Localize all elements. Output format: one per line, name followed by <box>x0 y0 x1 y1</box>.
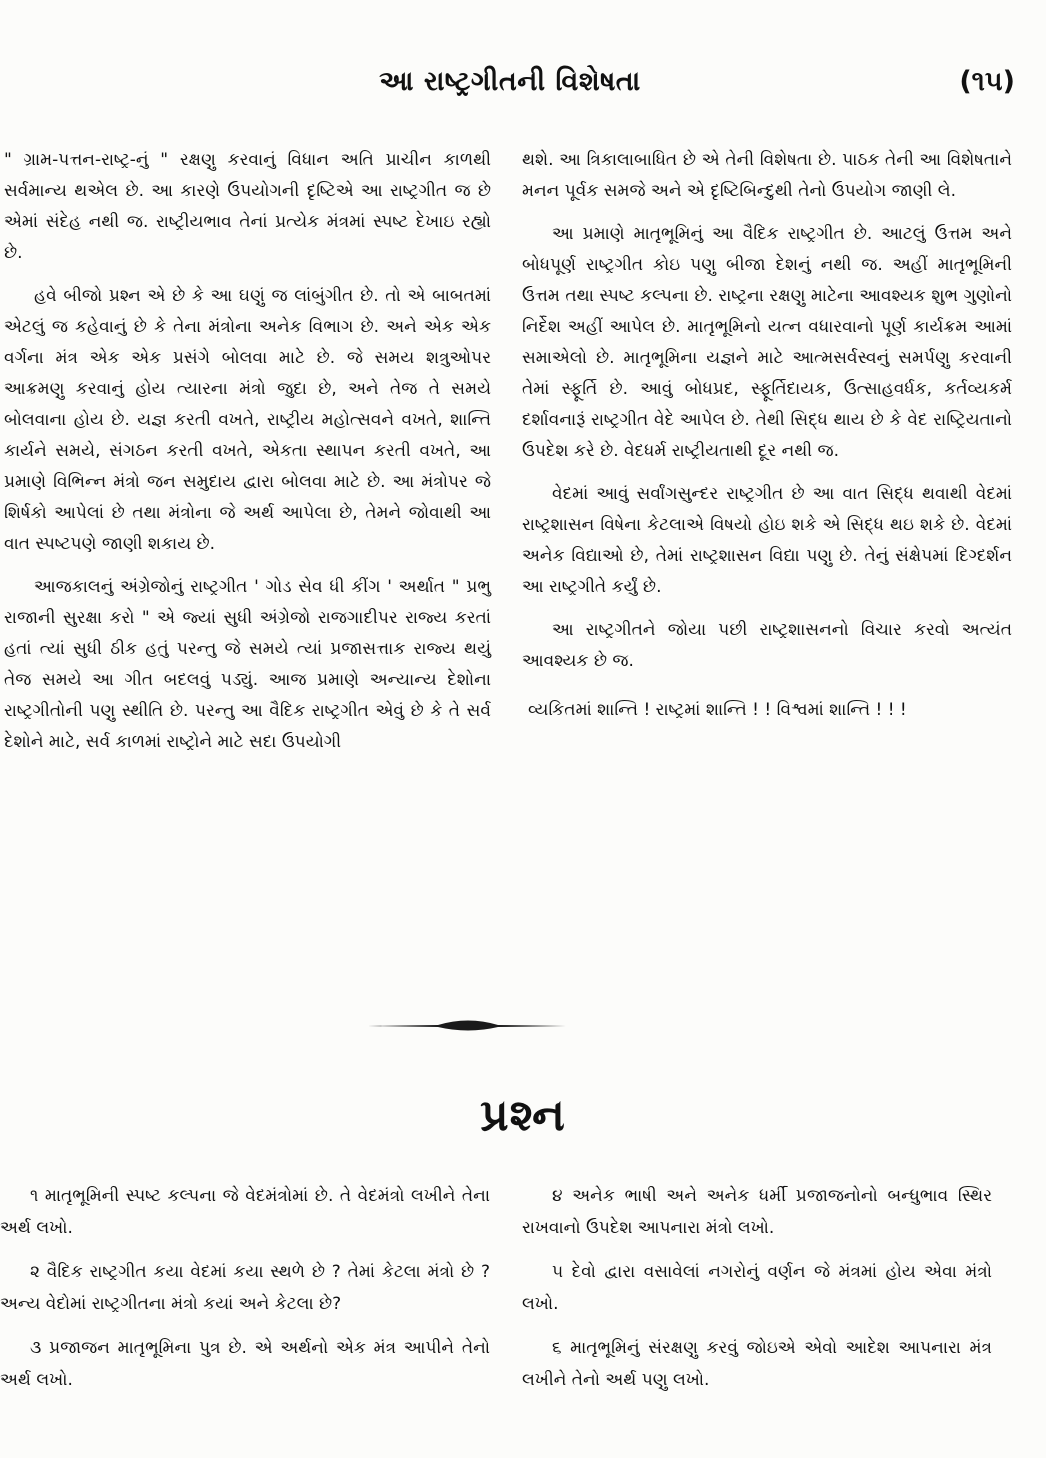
question-item: ૪ અનેક ભાષી અને અનેક ધર્મી પ્રજાજનોનો બન્ધુભાવ સ્થિર રાખવાનો ઉપદેશ આપનારા મંત્રો લખો. <box>522 1186 992 1238</box>
body-column-right <box>522 145 1012 738</box>
paragraph: હવે બીજો પ્રશ્ન એ છે કે આ ઘણું જ લાંબુંગીત છે. તો એ બાબતમાં એટલું જ કહેવાનું છે કે તેના મંત્રોના અનેક વિભાગ છે. અને એક એક વર્ગના મંત્ર એક એક પ્રસંગે બોલવા માટે છે. જે સમય શત્રુઓપર આક્રમણુ કરવાનું હોય ત્યારના મંત્રો જુદા છે, અને તેજ તે સમયે બોલવાના હોય છે. યજ્ઞ કરતી વખતે, રાષ્ટ્રીય મહોત્સવને વખતે, શાન્તિ કાર્યને સમયે, સંગઠન કરતી વખતે, એકતા સ્થાપન કરતી વખતે, આ પ્રમાણે વિભિન્ન મંત્રો જન સમુદાય દ્વારા બોલવા માટે છે. આ મંત્રોપર જે શિર્ષકો આપેલાં છે તથા મંત્રોના જે અર્થ આપેલા છે, તેમને જોવાથી આ વાત સ્પષ્ટપણે જાણી શકાય છે. <box>4 286 491 554</box>
paragraph: " ગ્રામ-પત્તન-રાષ્ટ્ર-નું " રક્ષણુ કરવાનું વિધાન અતિ પ્રાચીન કાળથી સર્વમાન્ય થએલ છે. આ કારણે ઉપયોગની દૃષ્ટિએ આ રાષ્ટ્રગીત જ છે એમાં સંદેહ નથી જ. રાષ્ટ્રીયભાવ તેનાં પ્રત્યેક મંત્રમાં સ્પષ્ટ દેખાઇ રહ્યો છે. <box>4 150 491 263</box>
paragraph: આ રાષ્ટ્રગીતને જોયા પછી રાષ્ટ્રશાસનનો વિચાર કરવો અત્યંત આવશ્યક છે જ. <box>522 620 1012 671</box>
question-item: ૬ માતૃભૂમિનું સંરક્ષણુ કરવું જોઇએ એવો આદેશ આપનારા મંત્ર લખીને તેનો અર્થ પણુ લખો. <box>522 1338 992 1390</box>
questions-column-right <box>522 1180 992 1408</box>
question-item: ૫ દેવો દ્વારા વસાવેલાં નગરોનું વર્ણન જે મંત્રમાં હોય એવા મંત્રો લખો. <box>522 1262 992 1314</box>
questions-heading: પ્રશ્ન <box>480 1090 566 1141</box>
paragraph: આ પ્રમાણે માતૃભૂમિનું આ વૈદિક રાષ્ટ્રગીત છે. આટલું ઉત્તમ અને બોધપૂર્ણ રાષ્ટ્રગીત કોઇ પણુ બીજા દેશનું નથી જ. અહીં માતૃભૂમિની ઉત્તમ તથા સ્પષ્ટ કલ્પના છે. રાષ્ટ્રના રક્ષણુ માટેના આવશ્યક શુભ ગુણોનો નિર્દેશ અહીં આપેલ છે. માતૃભૂમિનો યત્ન વધારવાનો પૂર્ણ કાર્યક્રમ આમાં સમાએલો છે. માતૃભૂમિના યજ્ઞને માટે આત્મસર્વસ્વનું સમર્પણુ કરવાની તેમાં સ્ફૂર્તિ છે. આવું બોધપ્રદ, સ્ફૂર્તિદાયક, ઉત્સાહવર્ધક, કર્તવ્યકર્મ દર્શાવનારૂં રાષ્ટ્રગીત વેદે આપેલ છે. તેથી સિદ્ધ થાય છે કે વેદ રાષ્ટ્રિયતાનો ઉપદેશ કરે છે. વેદધર્મ રાષ્ટ્રીયતાથી દૂર નથી જ. <box>522 224 1012 461</box>
question-item: ૩ પ્રજાજન માતૃભૂમિના પુત્ર છે. એ અર્થનો એક મંત્ર આપીને તેનો અર્થ લખો. <box>0 1338 490 1390</box>
questions-column-left <box>0 1180 490 1408</box>
paragraph: આજકાલનું અંગ્રેજોનું રાષ્ટ્રગીત ' ગોડ સેવ ધી કીંગ ' અર્થાત " પ્રભુ રાજાની સુરક્ષા કરો " એ જ્યાં સુધી અંગ્રેજો રાજગાદીપર રાજ્ય કરતાં હતાં ત્યાં સુધી ઠીક હતું પરન્તુ જે સમયે ત્યાં પ્રજાસત્તાક રાજ્ય થયું તેજ સમયે આ ગીત બદલવું પડ્યું. આજ પ્રમાણે અન્યાન્ય દેશોના રાષ્ટ્રગીતોની પણુ સ્થીતિ છે. પરન્તુ આ વૈદિક રાષ્ટ્રગીત એવું છે કે તે સર્વ દેશોને માટે, સર્વ કાળમાં રાષ્ટ્રોને માટે સદા ઉપયોગી <box>4 577 491 752</box>
running-title: આ રાષ્ટ્રગીતની વિશેષતા <box>379 66 641 97</box>
peace-motto: વ્યકિતમાં શાન્તિ ! રાષ્ટ્રમાં શાન્તિ ! ! વિશ્વમાં શાન્તિ ! ! ! <box>528 700 907 720</box>
section-divider <box>368 1010 566 1040</box>
paragraph: વેદમાં આવું સર્વાંગસુન્દર રાષ્ટ્રગીત છે આ વાત સિદ્ધ થવાથી વેદમાં રાષ્ટ્રશાસન વિષેના કેટલાએ વિષયો હોઇ શકે એ સિદ્ધ થઇ શકે છે. વેદમાં અનેક વિદ્યાઓ છે, તેમાં રાષ્ટ્રશાસન વિદ્યા પણુ છે. તેનું સંક્ષેપમાં દિગ્દર્શન આ રાષ્ટ્રગીતે કર્યું છે. <box>522 484 1013 597</box>
question-item: ૧ માતૃભૂમિની સ્પષ્ટ કલ્પના જે વેદમંત્રોમાં છે. તે વેદમંત્રો લખીને તેના અર્થ લખો. <box>0 1186 490 1238</box>
body-column-left <box>4 145 491 770</box>
page-number: (૧૫) <box>959 66 1015 97</box>
paragraph: થશે. આ ત્રિકાલાબાધિત છે એ તેની વિશેષતા છે. પાઠક તેની આ વિશેષતાને મનન પૂર્વક સમજે અને એ દૃષ્ટિબિન્દુથી તેનો ઉપયોગ જાણી લે. <box>522 150 1012 201</box>
question-item: ૨ વૈદિક રાષ્ટ્રગીત કયા વેદમાં કયા સ્થળે છે ? તેમાં કેટલા મંત્રો છે ? અન્ય વેદોમાં રાષ્ટ્રગીતના મંત્રો કયાં અને કેટલા છે? <box>0 1262 490 1314</box>
